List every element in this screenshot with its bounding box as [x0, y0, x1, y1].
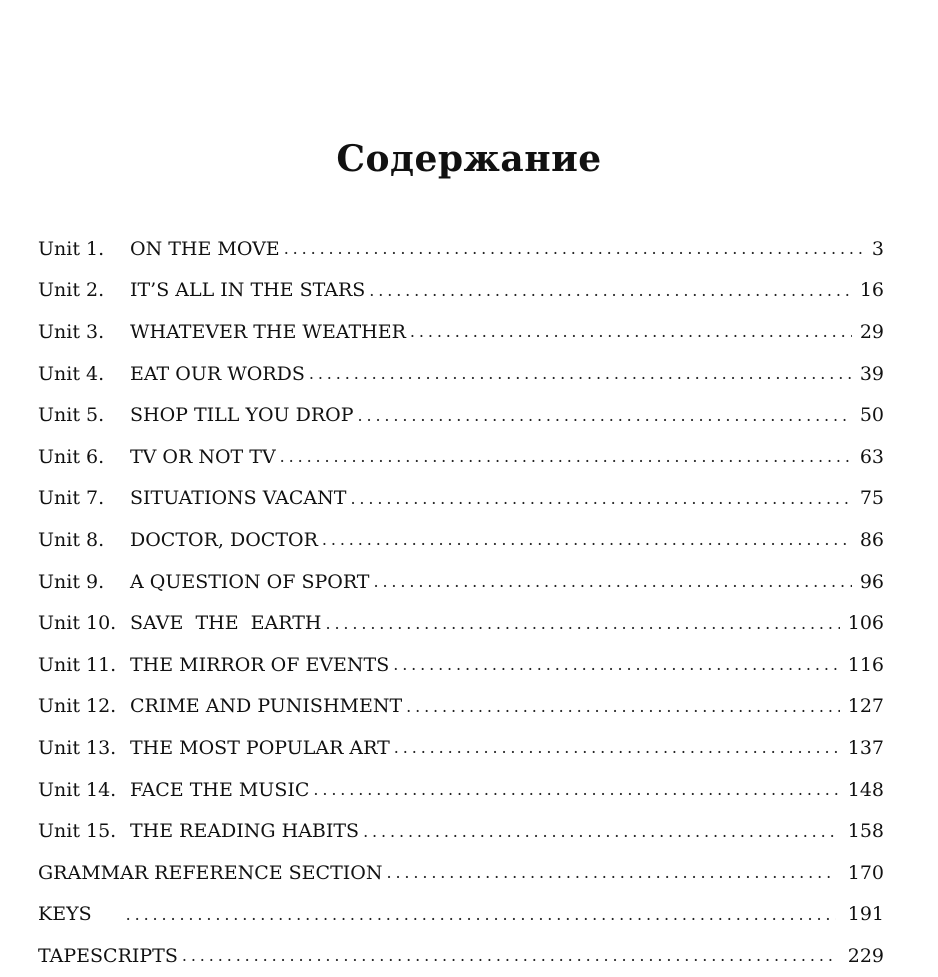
unit-number: Unit 13.	[38, 736, 117, 759]
entry-title: FACE THE MUSIC	[130, 778, 310, 801]
dot-leader	[394, 740, 840, 759]
toc-entry[interactable]	[38, 561, 884, 603]
entry-title: TV OR NOT TV	[130, 445, 276, 468]
toc-entry[interactable]	[38, 686, 884, 728]
dot-leader	[325, 616, 839, 635]
entry-title: SHOP TILL YOU DROP	[130, 404, 354, 427]
unit-number: Unit 9.	[38, 570, 105, 593]
page-number: 50	[859, 404, 884, 427]
dot-leader	[373, 574, 851, 593]
entry-title: EAT OUR WORDS	[130, 362, 305, 385]
toc-entry[interactable]	[38, 644, 884, 686]
entry-title: THE READING HABITS	[130, 820, 360, 843]
entry-title: A QUESTION OF SPORT	[130, 570, 370, 593]
entry-title: DOCTOR, DOCTOR	[130, 528, 318, 551]
page-number: 16	[859, 279, 884, 302]
entry-title: GRAMMAR REFERENCE SECTION	[38, 861, 383, 884]
dot-leader	[410, 324, 852, 343]
entry-title: TAPESCRIPTS	[38, 944, 178, 967]
toc-entry[interactable]	[38, 810, 884, 852]
toc-entry[interactable]	[38, 311, 884, 353]
toc-entry[interactable]	[38, 519, 884, 561]
unit-number: Unit 3.	[38, 320, 105, 343]
dot-leader	[322, 532, 852, 551]
entry-title: THE MOST POPULAR ART	[130, 736, 390, 759]
unit-number: Unit 14.	[38, 778, 117, 801]
toc-entry[interactable]	[38, 478, 884, 520]
page-number: 158	[847, 820, 884, 843]
unit-number: Unit 4.	[38, 362, 105, 385]
page-title: Содержание	[336, 138, 602, 180]
toc-entry[interactable]	[38, 727, 884, 769]
entry-title: SAVE THE EARTH	[130, 612, 322, 635]
dot-leader	[280, 449, 852, 468]
toc-entry-tapescripts[interactable]	[38, 935, 884, 977]
unit-number: Unit 15.	[38, 820, 117, 843]
page-number: 148	[847, 778, 884, 801]
page-number: 137	[847, 736, 884, 759]
dot-leader	[363, 824, 840, 843]
page-number: 170	[847, 861, 884, 884]
page-number: 39	[859, 362, 884, 385]
page-number: 106	[847, 612, 884, 635]
dot-leader	[350, 491, 851, 510]
dot-leader	[386, 865, 835, 884]
dot-leader	[182, 948, 836, 967]
toc-entry[interactable]	[38, 394, 884, 436]
page-number: 229	[847, 944, 884, 967]
toc-entry-keys[interactable]	[38, 894, 884, 936]
entry-title: ON THE MOVE	[130, 237, 280, 260]
unit-number: Unit 5.	[38, 404, 105, 427]
page-number: 127	[847, 695, 884, 718]
page-number: 3	[871, 237, 884, 260]
toc-entry[interactable]	[38, 602, 884, 644]
page-number: 63	[859, 445, 884, 468]
toc-entry-grammar-reference[interactable]	[38, 852, 884, 894]
page-number: 116	[847, 653, 884, 676]
unit-number: Unit 11.	[38, 653, 117, 676]
unit-number: Unit 6.	[38, 445, 105, 468]
entry-title: THE MIRROR OF EVENTS	[130, 653, 390, 676]
unit-number: Unit 8.	[38, 528, 105, 551]
dot-leader	[309, 366, 852, 385]
dot-leader	[393, 657, 840, 676]
table-of-contents	[38, 228, 884, 977]
toc-entry[interactable]	[38, 353, 884, 395]
unit-number: Unit 12.	[38, 695, 117, 718]
page-number: 96	[859, 570, 884, 593]
unit-number: Unit 1.	[38, 237, 105, 260]
entry-title: IT’S ALL IN THE STARS	[130, 279, 366, 302]
entry-title: KEYS	[38, 903, 92, 926]
toc-entry[interactable]	[38, 270, 884, 312]
page-number: 86	[859, 528, 884, 551]
toc-entry[interactable]	[38, 769, 884, 811]
toc-entry[interactable]	[38, 436, 884, 478]
unit-number: Unit 7.	[38, 487, 105, 510]
toc-entry[interactable]	[38, 228, 884, 270]
page-number: 191	[847, 903, 884, 926]
unit-number: Unit 10.	[38, 612, 117, 635]
page-number: 75	[859, 487, 884, 510]
dot-leader	[313, 782, 839, 801]
entry-title: CRIME AND PUNISHMENT	[130, 695, 403, 718]
unit-number: Unit 2.	[38, 279, 105, 302]
dot-leader	[284, 241, 864, 260]
dot-leader	[358, 408, 852, 427]
entry-title: WHATEVER THE WEATHER	[130, 320, 406, 343]
dot-leader	[406, 699, 840, 718]
page-number: 29	[859, 320, 884, 343]
dot-leader	[369, 283, 852, 302]
entry-title: SITUATIONS VACANT	[130, 487, 347, 510]
dot-leader	[126, 907, 836, 926]
